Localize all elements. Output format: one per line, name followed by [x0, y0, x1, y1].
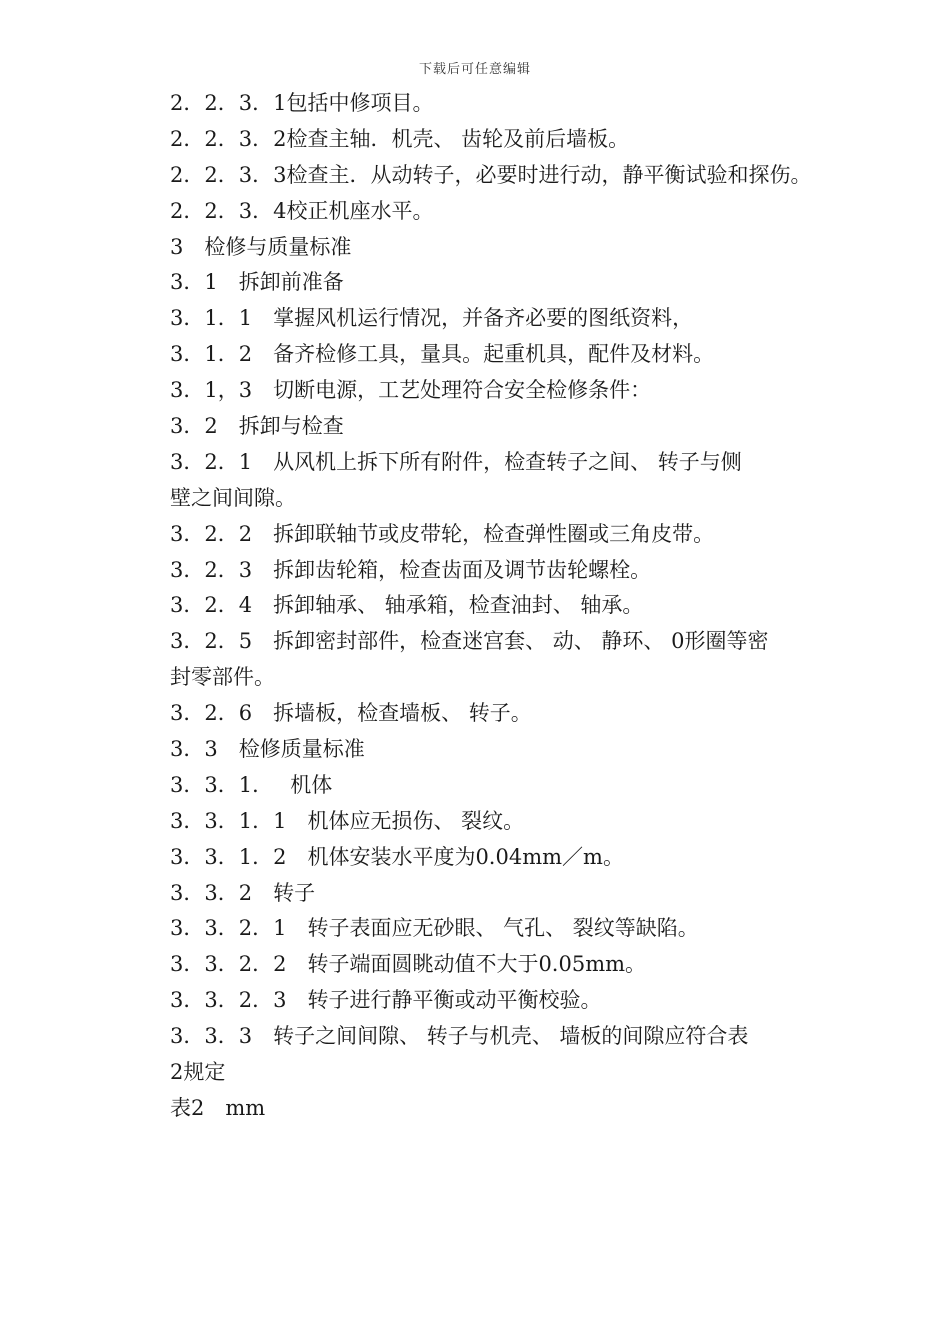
- text-line: 3．3．3 转子之间间隙、 转子与机壳、 墙板的间隙应符合表: [170, 1024, 749, 1049]
- section-heading: 3 检修与质量标准: [170, 234, 352, 259]
- section-heading: 3．2 拆卸与检查: [170, 414, 344, 439]
- text-line: 3．3．1．2 机体安装水平度为0.04mm／m。: [170, 844, 624, 869]
- text-line: 3．1．1 掌握风机运行情况，并备齐必要的图纸资料，: [170, 306, 694, 331]
- text-line: 3．2．6 拆墙板，检查墙板、 转子。: [170, 701, 532, 726]
- text-line: 3．1．2 备齐检修工具，量具。起重机具，配件及材料。: [170, 342, 715, 367]
- text-line: 壁之间间隙。: [170, 485, 296, 510]
- text-line: 3．2．1 从风机上拆下所有附件，检查转子之间、 转子与侧: [170, 449, 742, 474]
- text-line: 2．2．3．4校正机座水平。: [170, 198, 434, 223]
- section-heading: 3．3．2 转子: [170, 880, 316, 905]
- table-caption: 表2 mm: [170, 1095, 266, 1120]
- text-line: 3．2．2 拆卸联轴节或皮带轮，检查弹性圈或三角皮带。: [170, 521, 715, 546]
- text-line: 3．3．2．3 转子进行静平衡或动平衡校验。: [170, 988, 602, 1013]
- text-line: 2．2．3．3检查主．从动转子，必要时进行动，静平衡试验和探伤。: [170, 162, 812, 187]
- text-line: 3．2．4 拆卸轴承、 轴承箱，检查油封、 轴承。: [170, 593, 644, 618]
- text-line: 3．3．1．1 机体应无损伤、 裂纹。: [170, 808, 525, 833]
- text-line: 3．3．2．1 转子表面应无砂眼、 气孔、 裂纹等缺陷。: [170, 916, 699, 941]
- document-body: [170, 86, 870, 1127]
- text-line: 2规定: [170, 1060, 226, 1085]
- text-line: 封零部件。: [170, 665, 275, 690]
- text-line: 3．2．3 拆卸齿轮箱，检查齿面及调节齿轮螺栓。: [170, 557, 652, 582]
- text-line: 3．3．2．2 转子端面圆眺动值不大于0.05mm。: [170, 952, 647, 977]
- text-line: 3．1，3 切断电源，工艺处理符合安全检修条件：: [170, 378, 652, 403]
- text-line: 3．2．5 拆卸密封部件，检查迷宫套、 动、 静环、 0形圈等密: [170, 629, 769, 654]
- section-heading: 3．1 拆卸前准备: [170, 270, 344, 295]
- section-heading: 3．3 检修质量标准: [170, 737, 365, 762]
- section-heading: 3．3．1． 机体: [170, 772, 333, 797]
- text-line: 2．2．3．1包括中修项目。: [170, 91, 434, 115]
- text-line: 2．2．3．2检查主轴．机壳、 齿轮及前后墙板。: [170, 126, 630, 151]
- page-header-note: 下载后可任意编辑: [418, 62, 531, 77]
